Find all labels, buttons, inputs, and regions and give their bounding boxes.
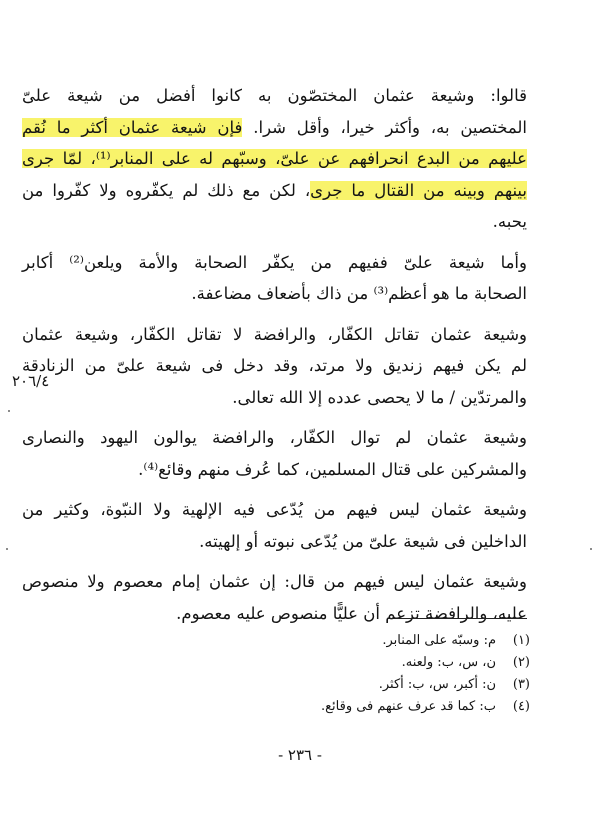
- text-segment: قالوا: وشيعة عثمان المختصّون به كانوا أفضل من شيعة علىّ: [22, 86, 527, 105]
- scan-speck: [8, 410, 10, 412]
- text-line: [22, 422, 527, 454]
- text-segment: وشيعة عثمان ليس فيهم من قال: إن عثمان إمام معصوم ولا منصوص: [22, 572, 527, 591]
- highlighted-text: عليهم من البدع انحرافهم عن علىّ، وسبّهم له على المنابر⁽¹⁾، لمّا جرى: [22, 149, 527, 168]
- highlighted-text: بينهم وبينه من القتال ما جرى: [310, 180, 527, 200]
- footnote-text: ن: أكبر، س، ب: أكثر.: [378, 677, 496, 692]
- text-segment: وشيعة عثمان ليس فيهم من يُدّعى فيه الإلهية ولا النبّوة، وكثير من: [22, 500, 527, 519]
- paragraph: [22, 80, 527, 238]
- footnote-number: (٢): [512, 655, 530, 670]
- text-line: [22, 175, 527, 207]
- paragraph: [22, 494, 527, 557]
- main-text-body: [22, 80, 527, 638]
- margin-note: ٢٠٦/٤: [12, 372, 50, 390]
- footnote-number: (٣): [512, 677, 530, 692]
- text-line: [22, 350, 527, 382]
- footnote-number: (١): [512, 633, 530, 648]
- text-line: [22, 382, 527, 414]
- paragraph: [22, 247, 527, 310]
- text-segment: الداخلين فى شيعة علىّ من يُدّعى نبوته أو إلهيته.: [199, 531, 527, 551]
- paragraph: [22, 319, 527, 414]
- footnote: [230, 652, 530, 674]
- text-segment: وشيعة عثمان لم توال الكفّار، والرافضة يوالون اليهود والنصارى: [22, 428, 527, 447]
- scan-speck: [590, 548, 592, 550]
- footnote-text: ن، س، ب: ولعنه.: [401, 655, 496, 670]
- text-segment: والمشركين على قتال المسلمين، كما عُرف منهم وقائع⁽⁴⁾.: [138, 459, 527, 479]
- paragraph: [22, 566, 527, 629]
- text-line: [22, 80, 527, 112]
- text-segment: وشيعة عثمان تقاتل الكفّار، والرافضة لا تقاتل الكفّار، وشيعة عثمان: [22, 324, 527, 344]
- text-line: [22, 206, 527, 238]
- footnote: [230, 630, 530, 652]
- text-line: [22, 112, 527, 144]
- highlighted-text: فإن شيعة عثمان أكثر ما نُقم: [22, 117, 243, 137]
- scan-speck: [6, 548, 8, 550]
- text-segment: لم يكن فيهم زنديق ولا مرتد، وقد دخل فى شيعة علىّ من الزنادقة: [22, 356, 527, 375]
- footnotes: [230, 630, 530, 718]
- text-line: [22, 598, 527, 630]
- text-line: [22, 278, 527, 310]
- text-line: [22, 494, 527, 526]
- text-line: [22, 143, 527, 175]
- text-segment: والمرتدّين / ما لا يحصى عدده إلا الله تعالى.: [232, 387, 527, 407]
- text-segment: يحبه.: [492, 212, 527, 231]
- footnote-divider: [387, 618, 527, 619]
- footnote-text: م: وسبّه على المنابر.: [382, 633, 496, 648]
- page-number: - ٢٣٦ -: [278, 746, 322, 764]
- text-segment: عليه، والرافضة تزعم أن عليًّا منصوص عليه معصوم.: [176, 603, 527, 623]
- text-line: [22, 247, 527, 279]
- footnote: [230, 696, 530, 718]
- paragraph: [22, 422, 527, 485]
- text-line: [22, 526, 527, 558]
- text-segment: المختصين به، وأكثر خيرا، وأقل شرا.: [242, 117, 527, 137]
- footnote: [230, 674, 530, 696]
- text-segment: وأما شيعة علىّ ففيهم من يكفّر الصحابة والأمة ويلعن⁽²⁾ أكابر: [22, 252, 527, 272]
- text-line: [22, 566, 527, 598]
- footnote-text: ب: كما قد عرف عنهم فى وقائع.: [320, 699, 496, 714]
- text-segment: ، لكن مع ذلك لم يكفّروه ولا كفّروا من: [22, 180, 311, 200]
- text-line: [22, 319, 527, 351]
- text-segment: الصحابة ما هو أعظم⁽³⁾ من ذاك بأضعاف مضاعفة.: [191, 284, 527, 303]
- text-line: [22, 454, 527, 486]
- footnote-number: (٤): [512, 699, 530, 714]
